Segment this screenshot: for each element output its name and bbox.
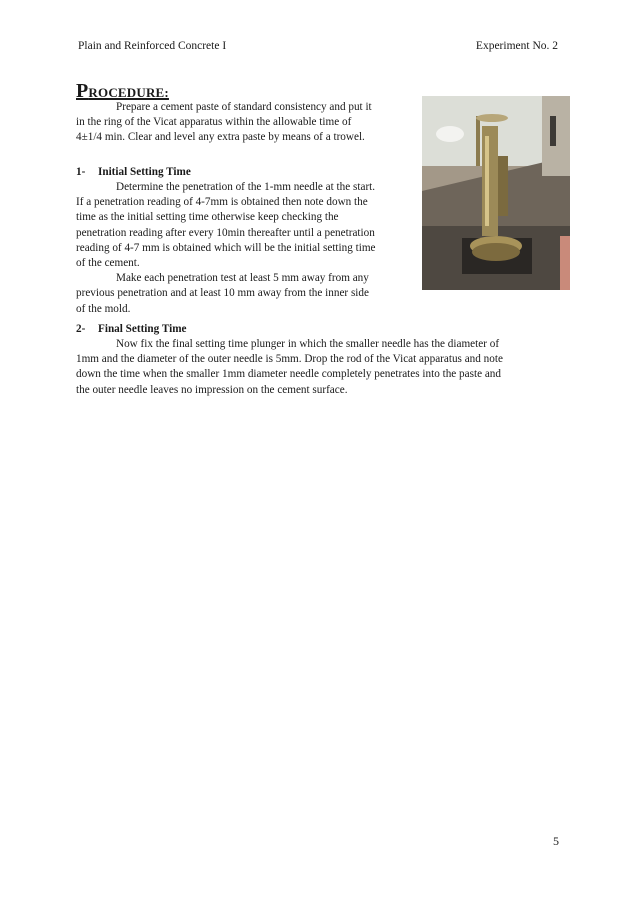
final-setting-heading bbox=[76, 322, 186, 337]
initial-setting-heading bbox=[76, 165, 191, 180]
initial-line: penetration reading after every 10min thereafter until a penetration bbox=[76, 226, 375, 239]
vicat-apparatus-photo bbox=[422, 96, 570, 290]
intro-line: Prepare a cement paste of standard consistency and put it bbox=[116, 101, 372, 113]
intro-line: in the ring of the Vicat apparatus within the allowable time of bbox=[76, 116, 352, 129]
initial-setting-paragraph bbox=[76, 180, 421, 317]
initial-line: previous penetration and at least 10 mm away from the inner side bbox=[76, 287, 369, 300]
final-setting-paragraph bbox=[76, 337, 571, 398]
final-setting-number: 2- bbox=[76, 323, 86, 335]
intro-paragraph bbox=[76, 100, 421, 146]
final-line: down the time when the smaller 1mm diameter needle completely penetrates into the paste and bbox=[76, 368, 501, 381]
intro-line: 4±1/4 min. Clear and level any extra paste by means of a trowel. bbox=[76, 131, 365, 144]
final-line: 1mm and the diameter of the outer needle is 5mm. Drop the rod of the Vicat apparatus and note bbox=[76, 353, 503, 366]
heading-rest: ROCEDURE: bbox=[88, 85, 169, 100]
page-number: 5 bbox=[553, 834, 559, 848]
final-line: Now fix the final setting time plunger in which the smaller needle has the diameter of bbox=[116, 338, 500, 350]
initial-line: time as the initial setting time otherwise keep checking the bbox=[76, 211, 339, 224]
initial-line: Determine the penetration of the 1-mm needle at the start. bbox=[116, 181, 376, 193]
final-line: the outer needle leaves no impression on the cement surface. bbox=[76, 383, 348, 396]
initial-line: reading of 4-7 mm is obtained which will be the initial setting time bbox=[76, 241, 376, 254]
final-setting-title: Final Setting Time bbox=[98, 323, 187, 335]
header-course-title: Plain and Reinforced Concrete I bbox=[78, 40, 227, 52]
initial-line: Make each penetration test at least 5 mm away from any bbox=[116, 272, 369, 285]
initial-line: of the cement. bbox=[76, 257, 140, 270]
page-header bbox=[78, 40, 558, 56]
initial-line: of the mold. bbox=[76, 302, 131, 315]
header-experiment-number: Experiment No. 2 bbox=[475, 40, 558, 52]
heading-initial-letter: P bbox=[76, 80, 89, 102]
initial-setting-number: 1- bbox=[76, 166, 86, 178]
vicat-apparatus-illustration bbox=[422, 96, 570, 290]
initial-setting-title: Initial Setting Time bbox=[98, 166, 191, 178]
initial-line: If a penetration reading of 4-7mm is obtained then note down the bbox=[76, 196, 368, 209]
